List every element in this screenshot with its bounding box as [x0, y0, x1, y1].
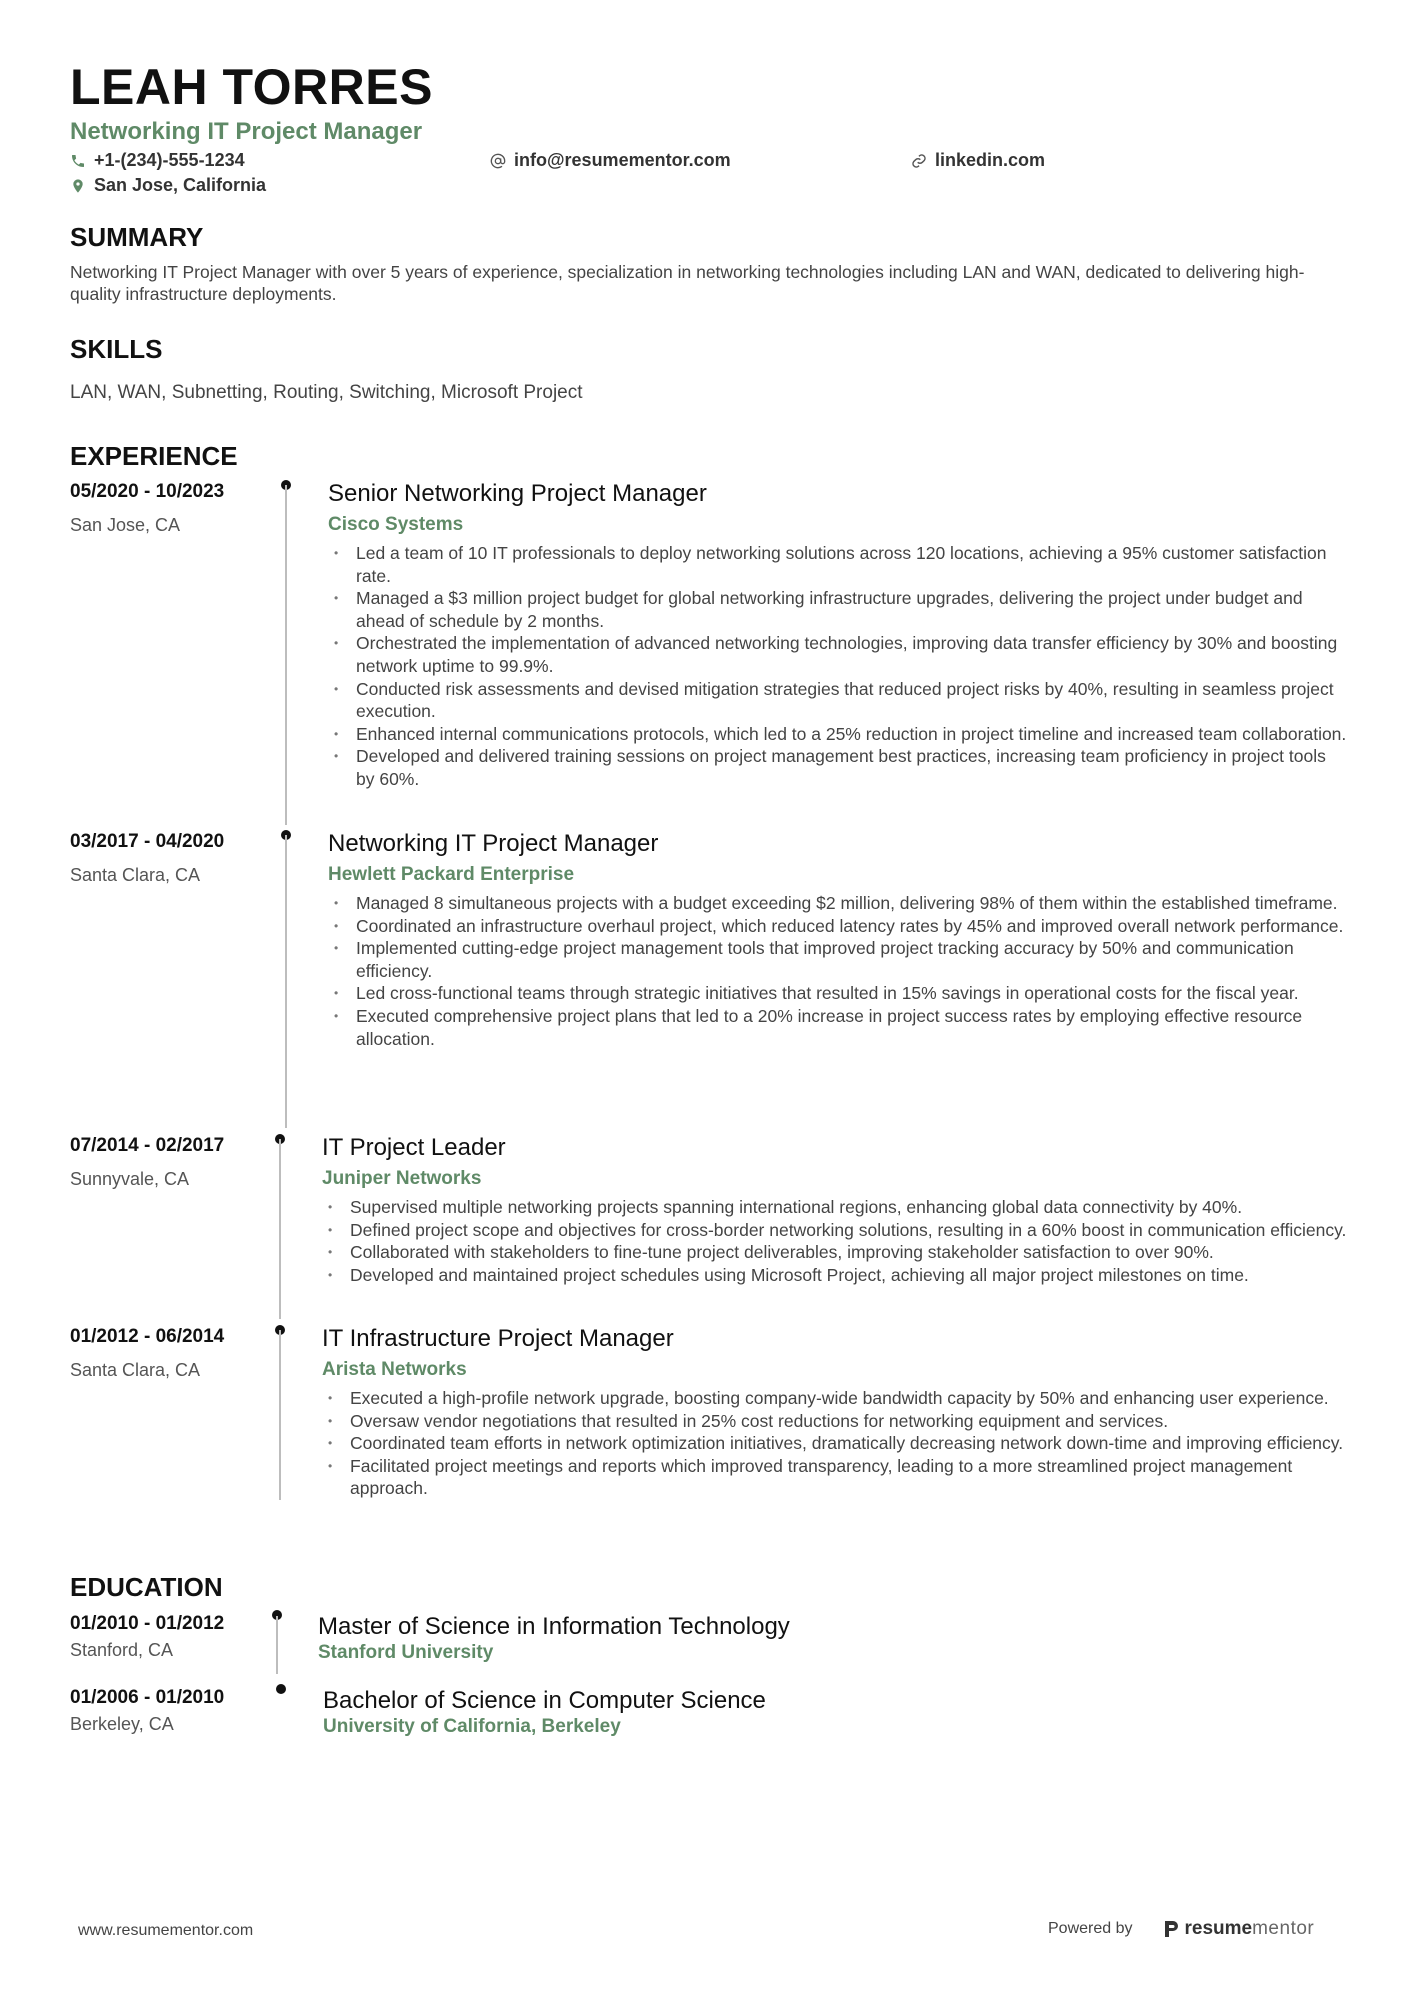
experience-role: IT Project Leader: [322, 1134, 506, 1161]
education-item: [70, 1686, 1350, 1746]
experience-meta: [70, 1325, 270, 1381]
education-location: Stanford, CA: [70, 1640, 174, 1660]
experience-bullet: • Led cross-functional teams through strategic initiatives that resulted in 15% savings in operational costs for the fiscal year.: [328, 982, 1348, 1005]
experience-bullet: • Managed 8 simultaneous projects with a budget exceeding $2 million, delivering 98% of them within the established timeframe.: [328, 892, 1348, 915]
contact-location: [70, 175, 266, 196]
timeline-line: [279, 1139, 281, 1319]
location-pin-icon: [70, 178, 86, 194]
experience-bullet: • Supervised multiple networking projects spanning international regions, enhancing global data connectivity by 40%.: [322, 1196, 1350, 1219]
contact-linkedin[interactable]: [911, 150, 1045, 171]
experience-bullets: [328, 892, 1348, 1050]
experience-meta: [70, 830, 270, 886]
contact-email[interactable]: [490, 150, 731, 171]
experience-bullet: • Oversaw vendor negotiations that resulted in 25% cost reductions for networking equipment and services.: [322, 1410, 1350, 1433]
summary-text: Networking IT Project Manager with over 5 years of experience, specialization in networking technologies including LAN and WAN, dedicated to delivering high-quality infrastructure deployments.: [70, 262, 1305, 304]
education-location: Berkeley, CA: [70, 1714, 174, 1734]
experience-bullet: • Led a team of 10 IT professionals to deploy networking solutions across 120 locations, achieving a 95% customer satisfaction rate.: [328, 542, 1348, 587]
experience-bullets: [328, 542, 1348, 791]
experience-details: [322, 1134, 1350, 1286]
experience-role: Networking IT Project Manager: [328, 830, 659, 857]
experience-bullets: [322, 1387, 1350, 1500]
experience-heading: EXPERIENCE: [70, 441, 238, 471]
experience-dates: 05/2020 - 10/2023: [70, 481, 225, 502]
at-sign-icon: [490, 153, 506, 169]
education-degree: Master of Science in Information Technology: [318, 1613, 790, 1640]
experience-bullet: • Implemented cutting-edge project management tools that improved project tracking accuracy by 50% and communication efficiency.: [328, 937, 1348, 982]
experience-dates: 03/2017 - 04/2020: [70, 831, 225, 852]
experience-item: [70, 1325, 1350, 1500]
experience-bullets: [322, 1196, 1350, 1286]
phone-icon: [70, 153, 86, 169]
location-text: San Jose, California: [94, 175, 267, 195]
skills-text: LAN, WAN, Subnetting, Routing, Switching, Microsoft Project: [70, 382, 583, 403]
experience-company: Arista Networks: [322, 1359, 467, 1380]
experience-dates: 01/2012 - 06/2014: [70, 1326, 225, 1347]
timeline-line: [285, 835, 287, 1128]
experience-bullet: • Defined project scope and objectives for cross-border networking solutions, resulting in a 60% boost in communication efficiency.: [322, 1219, 1350, 1242]
experience-item: [70, 830, 1350, 1128]
education-meta: [70, 1612, 270, 1661]
footer-branding: [1048, 1918, 1314, 1940]
footer-website[interactable]: www.resumementor.com: [78, 1922, 254, 1939]
education-degree: Bachelor of Science in Computer Science: [323, 1687, 766, 1714]
email-text: info@resumementor.com: [514, 150, 731, 170]
education-dates: 01/2006 - 01/2010: [70, 1687, 225, 1708]
experience-bullet: • Conducted risk assessments and devised mitigation strategies that reduced project risks by 40%, resulting in seamless project execution.: [328, 678, 1348, 723]
experience-meta: [70, 1134, 270, 1190]
timeline-line: [279, 1330, 281, 1500]
link-icon: [911, 153, 927, 169]
experience-location: Santa Clara, CA: [70, 1360, 201, 1380]
experience-bullet: • Executed comprehensive project plans that led to a 20% increase in project success rates by employing effective resource allocation.: [328, 1005, 1348, 1050]
contact-phone: [70, 150, 245, 171]
experience-company: Juniper Networks: [322, 1168, 482, 1189]
experience-bullet: • Developed and maintained project schedules using Microsoft Project, achieving all major project milestones on time.: [322, 1264, 1350, 1287]
experience-bullet: • Developed and delivered training sessions on project management best practices, increasing team proficiency in project tools by 60%.: [328, 745, 1348, 790]
experience-bullet: • Executed a high-profile network upgrade, boosting company-wide bandwidth capacity by 50% and enhancing user experience.: [322, 1387, 1350, 1410]
education-details: [318, 1612, 790, 1664]
timeline-line: [276, 1616, 278, 1674]
education-meta: [70, 1686, 270, 1735]
summary-heading: SUMMARY: [70, 222, 204, 252]
experience-location: Sunnyvale, CA: [70, 1169, 190, 1189]
experience-meta: [70, 480, 270, 536]
experience-bullet: • Managed a $3 million project budget for global networking infrastructure upgrades, delivering the project under budget and ahead of schedule by 2 months.: [328, 587, 1348, 632]
experience-company: Hewlett Packard Enterprise: [328, 864, 575, 885]
skills-heading: SKILLS: [70, 334, 163, 364]
experience-company: Cisco Systems: [328, 514, 464, 535]
experience-role: IT Infrastructure Project Manager: [322, 1325, 674, 1352]
candidate-title: Networking IT Project Manager: [70, 118, 423, 145]
experience-item: [70, 1134, 1350, 1319]
education-school: University of California, Berkeley: [323, 1716, 621, 1737]
phone-text: +1-(234)-555-1234: [94, 150, 245, 170]
experience-role: Senior Networking Project Manager: [328, 480, 707, 507]
experience-details: [328, 830, 1348, 1050]
experience-bullet: • Coordinated team efforts in network optimization initiatives, dramatically decreasing network down-time and improving efficiency.: [322, 1432, 1350, 1455]
experience-bullet: • Coordinated an infrastructure overhaul project, which reduced latency rates by 45% and improved overall network performance.: [328, 915, 1348, 938]
experience-location: San Jose, CA: [70, 515, 181, 535]
timeline-line: [285, 485, 287, 825]
experience-bullet: • Collaborated with stakeholders to fine-tune project deliverables, improving stakeholder satisfaction to over 90%.: [322, 1241, 1350, 1264]
education-details: [323, 1686, 766, 1738]
resumementor-logo-icon: [1163, 1919, 1179, 1939]
education-heading: EDUCATION: [70, 1572, 223, 1602]
education-item: [70, 1612, 1350, 1680]
education-school: Stanford University: [318, 1642, 494, 1663]
experience-location: Santa Clara, CA: [70, 865, 201, 885]
experience-bullet: • Facilitated project meetings and reports which improved transparency, leading to a more streamlined project management approach.: [322, 1455, 1350, 1500]
experience-bullet: • Enhanced internal communications protocols, which led to a 25% reduction in project timeline and increased team collaboration.: [328, 723, 1348, 746]
powered-by-label: Powered by: [1048, 1920, 1133, 1937]
candidate-name: LEAH TORRES: [70, 59, 433, 115]
experience-bullet: • Orchestrated the implementation of advanced networking technologies, improving data transfer efficiency by 30% and boosting network uptime to 99.9%.: [328, 632, 1348, 677]
experience-details: [322, 1325, 1350, 1500]
experience-item: [70, 480, 1350, 825]
brand-name-light: mentor: [1252, 1918, 1315, 1939]
education-dates: 01/2010 - 01/2012: [70, 1613, 225, 1634]
experience-dates: 07/2014 - 02/2017: [70, 1135, 225, 1156]
brand-logo[interactable]: [1163, 1918, 1315, 1940]
brand-name-bold: resume: [1184, 1918, 1253, 1939]
timeline-dot: [276, 1684, 286, 1694]
experience-details: [328, 480, 1348, 791]
linkedin-text: linkedin.com: [935, 150, 1046, 170]
